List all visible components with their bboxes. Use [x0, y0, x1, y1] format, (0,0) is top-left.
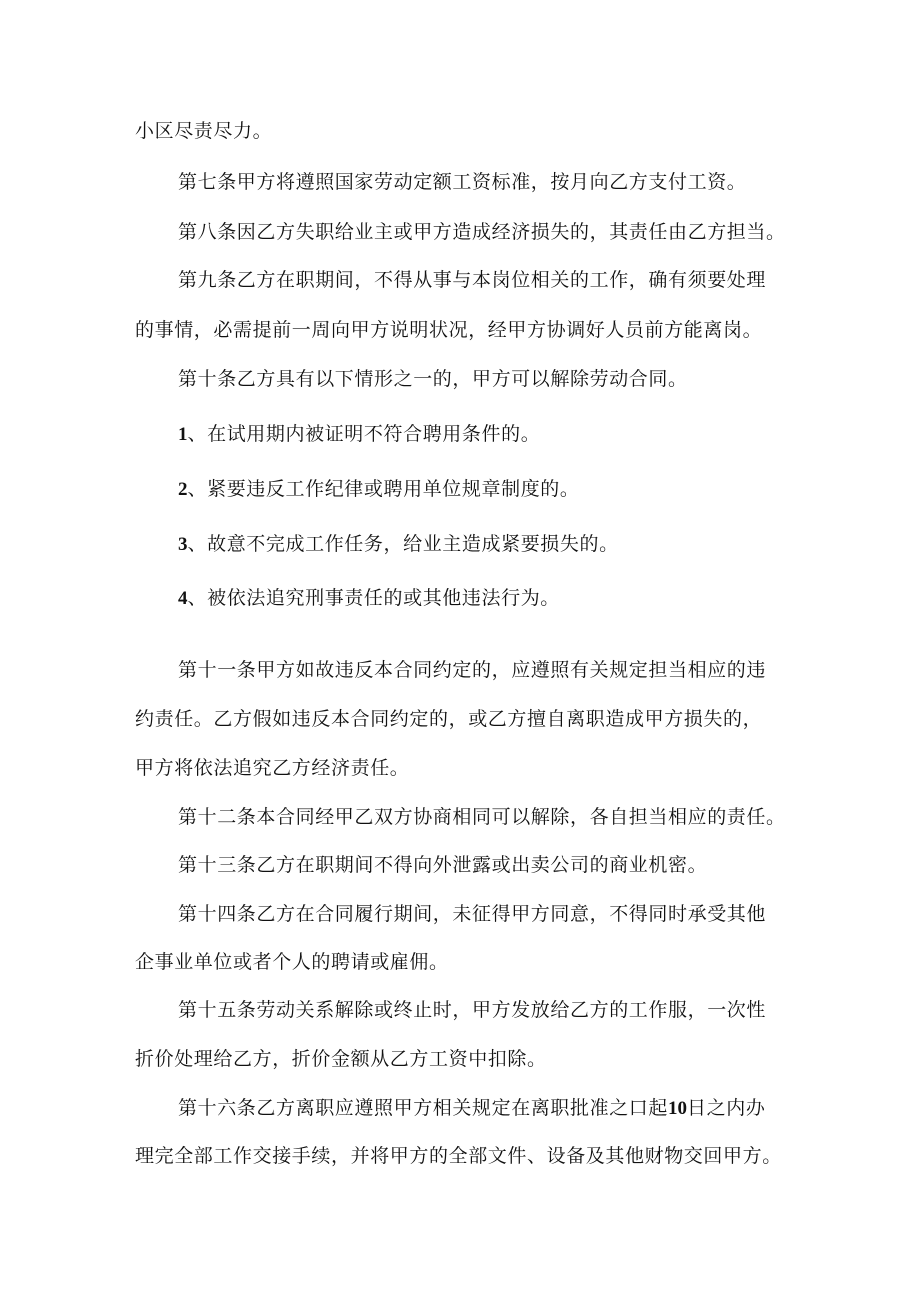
text-line: 的事情，必需提前一周向甲方说明状况，经甲方协调好人员前方能离岗。: [135, 319, 763, 341]
list-item: [178, 532, 619, 557]
list-item-number: 1: [178, 424, 188, 445]
article-12: 第十二条本合同经甲乙双方协商相同可以解除，各自担当相应的责任。: [178, 806, 786, 828]
text-line: 折价处理给乙方，折价金额从乙方工资中扣除。: [135, 1048, 547, 1070]
article-7: 第七条甲方将遵照国家劳动定额工资标准，按月向乙方支付工资。: [178, 171, 747, 193]
list-item-number: 3: [178, 534, 188, 555]
list-item: [178, 586, 560, 611]
day-count: 10: [668, 1098, 688, 1119]
list-item: [178, 422, 540, 447]
article-16: [178, 1096, 765, 1121]
list-item-number: 4: [178, 588, 188, 609]
list-item: [178, 477, 580, 502]
article-15: 第十五条劳动关系解除或终止时，甲方发放给乙方的工作服，一次性: [178, 999, 767, 1021]
text-line: 企事业单位或者个人的聘请或雇佣。: [135, 951, 449, 973]
list-item-number: 2: [178, 479, 188, 500]
list-item-text: 、紧要违反工作纪律或聘用单位规章制度的。: [187, 478, 580, 500]
article-8: 第八条因乙方失职给业主或甲方造成经济损失的，其责任由乙方担当。: [178, 221, 786, 243]
text-line: 甲方将依法追究乙方经济责任。: [135, 757, 410, 779]
text-line: 理完全部工作交接手续，并将甲方的全部文件、设备及其他财物交回甲方。: [135, 1145, 782, 1167]
article-14: 第十四条乙方在合同履行期间，未征得甲方同意，不得同时承受其他: [178, 903, 767, 925]
text-line: 小区尽责尽力。: [135, 120, 273, 142]
article-16-text-start: 第十六条乙方离职应遵照甲方相关规定在离职批准之口起: [178, 1097, 669, 1119]
list-item-text: 、故意不完成工作任务，给业主造成紧要损失的。: [187, 533, 619, 555]
list-item-text: 、在试用期内被证明不符合聘用条件的。: [187, 423, 541, 445]
article-9: 第九条乙方在职期间，不得从事与本岗位相关的工作，确有须要处理: [178, 269, 767, 291]
article-11: 第十一条甲方如故违反本合同约定的，应遵照有关规定担当相应的违: [178, 659, 767, 681]
article-10: 第十条乙方具有以下情形之一的，甲方可以解除劳动合同。: [178, 368, 688, 390]
article-13: 第十三条乙方在职期间不得向外泄露或出卖公司的商业机密。: [178, 854, 708, 876]
article-16-text-end: 日之内办: [687, 1097, 766, 1119]
list-item-text: 、被依法追究刑事责任的或其他违法行为。: [187, 587, 560, 609]
text-line: 约责任。乙方假如违反本合同约定的，或乙方擅自离职造成甲方损失的，: [135, 708, 763, 730]
